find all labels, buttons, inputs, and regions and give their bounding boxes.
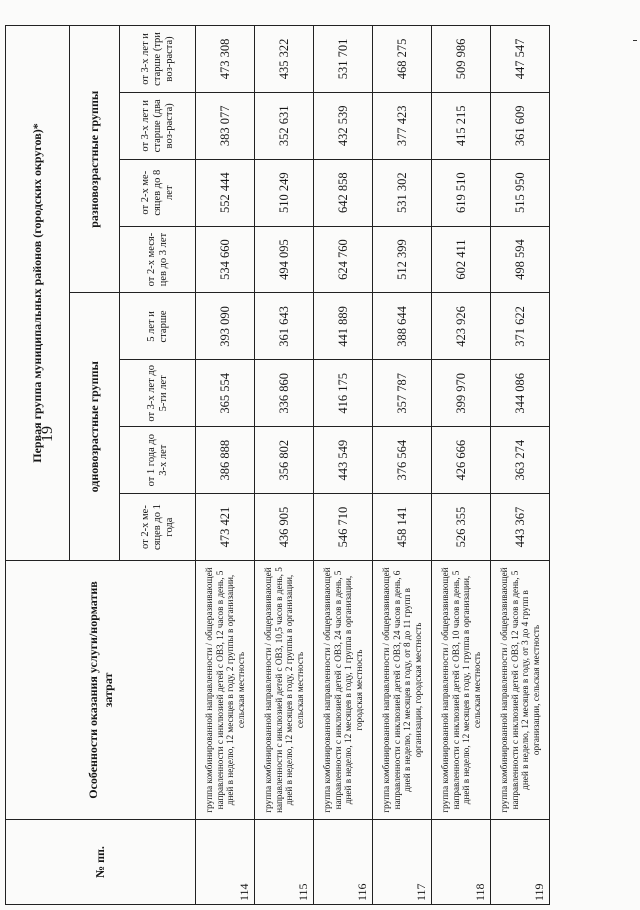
subheader-cell: от 2-х ме-сяцев до 8 лет bbox=[120, 159, 196, 226]
value-cell: 515 950 bbox=[491, 159, 550, 226]
value-cell: 376 564 bbox=[373, 427, 432, 494]
header-number: № пп. bbox=[6, 820, 196, 905]
value-cell: 458 141 bbox=[373, 494, 432, 561]
header-mixed-age: разновозрастные группы bbox=[70, 26, 120, 294]
page-number: 19 bbox=[39, 426, 56, 442]
value-cell: 365 554 bbox=[196, 360, 255, 427]
subheader-cell: от 2-х меся-цев до 3 лет bbox=[120, 226, 196, 293]
value-cell: 642 858 bbox=[314, 159, 373, 226]
value-cell: 361 609 bbox=[491, 92, 550, 159]
subheader-cell: от 3-х лет и старше (два воз-раста) bbox=[120, 92, 196, 159]
row-description: группа комбинированной направленности / общеразвивающей направленности с инклюзией детей с ОВЗ, 10 часов в день, 5 дней в неделю, 12 месяцев в году, 1 группа в организации, сельская местность bbox=[432, 561, 491, 820]
header-feature: Особенности оказания услуги/норматив затрат bbox=[6, 561, 196, 820]
value-cell: 393 090 bbox=[196, 293, 255, 360]
value-cell: 441 889 bbox=[314, 293, 373, 360]
row-number: 119 bbox=[491, 820, 550, 905]
subheader-cell: от 3-х лет до 5-ти лет bbox=[120, 360, 196, 427]
table-row bbox=[314, 26, 373, 905]
edge-mark bbox=[633, 40, 637, 41]
value-cell: 510 249 bbox=[255, 159, 314, 226]
subheader-cell: от 2-х ме-сяцев до 1 года bbox=[120, 494, 196, 561]
value-cell: 388 644 bbox=[373, 293, 432, 360]
value-cell: 361 643 bbox=[255, 293, 314, 360]
cost-norms-table bbox=[5, 25, 550, 905]
rotated-table-container bbox=[5, 25, 550, 905]
subheader-cell: от 3-х лет и старше (три воз-раста) bbox=[120, 26, 196, 93]
value-cell: 426 666 bbox=[432, 427, 491, 494]
value-cell: 371 622 bbox=[491, 293, 550, 360]
header-group-title: Первая группа муниципальных районов (городских округов)* bbox=[6, 26, 70, 561]
value-cell: 473 421 bbox=[196, 494, 255, 561]
header-same-age: одновозрастные группы bbox=[70, 293, 120, 561]
value-cell: 399 970 bbox=[432, 360, 491, 427]
row-number: 115 bbox=[255, 820, 314, 905]
value-cell: 512 399 bbox=[373, 226, 432, 293]
value-cell: 443 549 bbox=[314, 427, 373, 494]
value-cell: 447 547 bbox=[491, 26, 550, 93]
value-cell: 619 510 bbox=[432, 159, 491, 226]
row-number: 118 bbox=[432, 820, 491, 905]
value-cell: 531 701 bbox=[314, 26, 373, 93]
value-cell: 624 760 bbox=[314, 226, 373, 293]
value-cell: 344 086 bbox=[491, 360, 550, 427]
subheader-cell: от 1 года до 3-х лет bbox=[120, 427, 196, 494]
value-cell: 443 367 bbox=[491, 494, 550, 561]
value-cell: 509 986 bbox=[432, 26, 491, 93]
value-cell: 498 594 bbox=[491, 226, 550, 293]
row-number: 117 bbox=[373, 820, 432, 905]
row-description: группа комбинированной направленности / общеразвивающей направленности с инклюзией детей с ОВЗ, 10,5 часов в день, 5 дней в неделю, 12 месяцев в году, 2 группы в организации, сельская местность bbox=[255, 561, 314, 820]
value-cell: 526 355 bbox=[432, 494, 491, 561]
value-cell: 363 274 bbox=[491, 427, 550, 494]
value-cell: 416 175 bbox=[314, 360, 373, 427]
value-cell: 415 215 bbox=[432, 92, 491, 159]
table-row bbox=[373, 26, 432, 905]
value-cell: 356 802 bbox=[255, 427, 314, 494]
value-cell: 352 631 bbox=[255, 92, 314, 159]
row-number: 116 bbox=[314, 820, 373, 905]
row-description: группа комбинированной направленности / общеразвивающей направленности с инклюзией детей с ОВЗ, 24 часов в день, 5 дней в неделю, 12 месяцев в году, 1 группа в организации, городская местность bbox=[314, 561, 373, 820]
row-description: группа комбинированной направленности / общеразвивающей направленности с инклюзией детей с ОВЗ, 12 часов в день, 5 дней в неделю, 12 месяцев в году, 2 группы в организации, сельская местность bbox=[196, 561, 255, 820]
value-cell: 546 710 bbox=[314, 494, 373, 561]
row-number: 114 bbox=[196, 820, 255, 905]
value-cell: 436 905 bbox=[255, 494, 314, 561]
subheader-cell: 5 лет и старше bbox=[120, 293, 196, 360]
value-cell: 383 077 bbox=[196, 92, 255, 159]
value-cell: 435 322 bbox=[255, 26, 314, 93]
value-cell: 552 444 bbox=[196, 159, 255, 226]
table-row bbox=[255, 26, 314, 905]
value-cell: 336 860 bbox=[255, 360, 314, 427]
table-row bbox=[491, 26, 550, 905]
value-cell: 386 888 bbox=[196, 427, 255, 494]
value-cell: 357 787 bbox=[373, 360, 432, 427]
row-description: группа комбинированной направленности / общеразвивающей направленности с инклюзией детей с ОВЗ, 24 часов в день, 6 дней в неделю, 12 месяцев в году, от 8 до 11 групп в организации, городская местность bbox=[373, 561, 432, 820]
value-cell: 468 275 bbox=[373, 26, 432, 93]
value-cell: 377 423 bbox=[373, 92, 432, 159]
row-description: группа комбинированной направленности / общеразвивающей направленности с инклюзией детей с ОВЗ, 12 часов в день, 5 дней в неделю, 12 месяцев в году, от 3 до 4 групп в организации, сельская местность bbox=[491, 561, 550, 820]
value-cell: 494 095 bbox=[255, 226, 314, 293]
value-cell: 534 660 bbox=[196, 226, 255, 293]
value-cell: 432 539 bbox=[314, 92, 373, 159]
value-cell: 602 411 bbox=[432, 226, 491, 293]
value-cell: 423 926 bbox=[432, 293, 491, 360]
value-cell: 473 308 bbox=[196, 26, 255, 93]
value-cell: 531 302 bbox=[373, 159, 432, 226]
table-row bbox=[196, 26, 255, 905]
table-row bbox=[432, 26, 491, 905]
